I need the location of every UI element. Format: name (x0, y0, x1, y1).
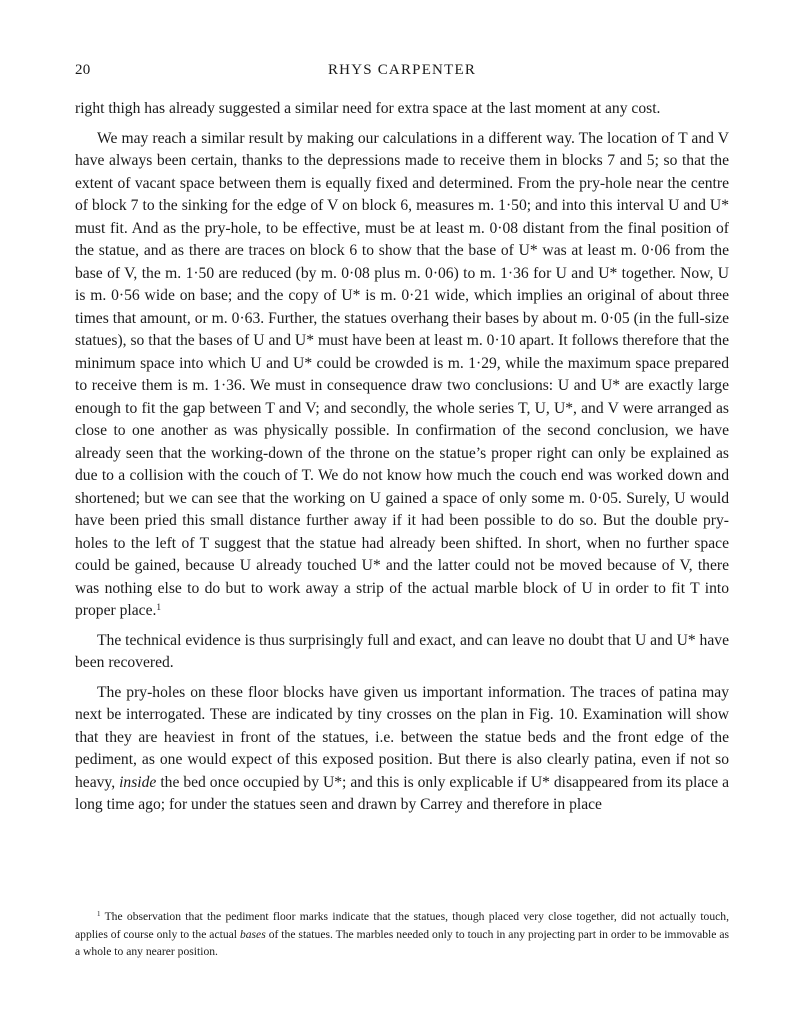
paragraph-continued (75, 98, 729, 121)
page-header (75, 62, 729, 86)
footnote-text: of the statues. The marbles needed only to touch in any projecting part in order to be immovable as a whole to any nearer position. (75, 927, 729, 958)
body-text (75, 98, 729, 817)
italic-word: inside (119, 773, 157, 791)
footnote-marker: 1 (156, 602, 162, 613)
paragraph-text: The pry-holes on these floor blocks have given us important information. The traces of patina may next be interrogated. These are indicated by tiny crosses on the plan in Fig. 10. Examination will show that they are heaviest in front of the statues, i.e. between the statue beds and the front edge of the pediment, as one would expect of this exposed position. But there is also clearly patina, even if not so heavy, (75, 683, 729, 791)
footnote-number: 1 (97, 910, 101, 919)
page-number: 20 (75, 62, 91, 78)
paragraph (75, 630, 729, 675)
paragraph-text: the bed once occupied by U*; and this is only explicable if U* disappeared from its place a long time ago; for under the statues seen and drawn by Carrey and therefore in place (75, 773, 729, 813)
footnote (75, 908, 729, 961)
paragraph (75, 128, 729, 623)
footnote-text: The observation that the pediment floor marks indicate that the statues, though placed very close together, did not actually touch, applies of course only to the actual (75, 910, 729, 941)
paragraph-text: We may reach a similar result by making our calculations in a different way. The location of T and V have always been certain, thanks to the depressions made to receive them in blocks 7 and 5; so that the extent of vacant space between them is equally fixed and determined. From the pry-hole near the centre of block 7 to the sinking for the edge of V on block 6, measures m. 1·50; and into this interval U and U* must fit. And as the pry-hole, to be effective, must be at least m. 0·08 distant from the final position of the statue, and as there are traces on block 6 to show that the base of U* was at least m. 0·06 from the base of V, the m. 1·50 are reduced (by m. 0·08 plus m. 0·06) to m. 1·36 for U and U* together. Now, U is m. 0·56 wide on base; and the copy of U* is m. 0·21 wide, which implies an original of about three times that amount, or m. 0·63. Further, the statues overhang their bases by about m. 0·05 (in the full-size statues), so that the bases of U and U* must have been at least m. 0·10 apart. It follows therefore that the minimum space into which U and U* could be crowded is m. 1·29, while the maximum space prepared to receive them is m. 1·36. We must in consequence draw two conclusions: U and U* are exactly large enough to fit the gap between T and V; and secondly, the whole series T, U, U*, and V were arranged as close to one another as was physically possible. In confirmation of the second conclusion, we have already seen that the working-down of the throne on the statue’s proper right can only be explained as due to a collision with the couch of T. We do not know how much the couch end was worked down and shortened; but we can see that the working on U gained a space of only some m. 0·05. Surely, U would have been pried this small distance further away if it had been possible to do so. But the double pry-holes to the left of T suggest that the statue had already been shifted. In short, when no further space could be gained, because U already touched U* and the latter could not be moved because of V, there was nothing else to do but to work away a strip of the actual marble block of U in order to fit T into proper place. (75, 129, 729, 619)
italic-word: bases (239, 927, 266, 941)
running-head: RHYS CARPENTER (327, 62, 477, 78)
paragraph-text: The technical evidence is thus surprisingly full and exact, and can leave no doubt that U and U* have been recovered. (75, 631, 729, 671)
paragraph-text: right thigh has already suggested a similar need for extra space at the last moment at any cost. (75, 100, 661, 117)
paragraph (75, 682, 729, 817)
